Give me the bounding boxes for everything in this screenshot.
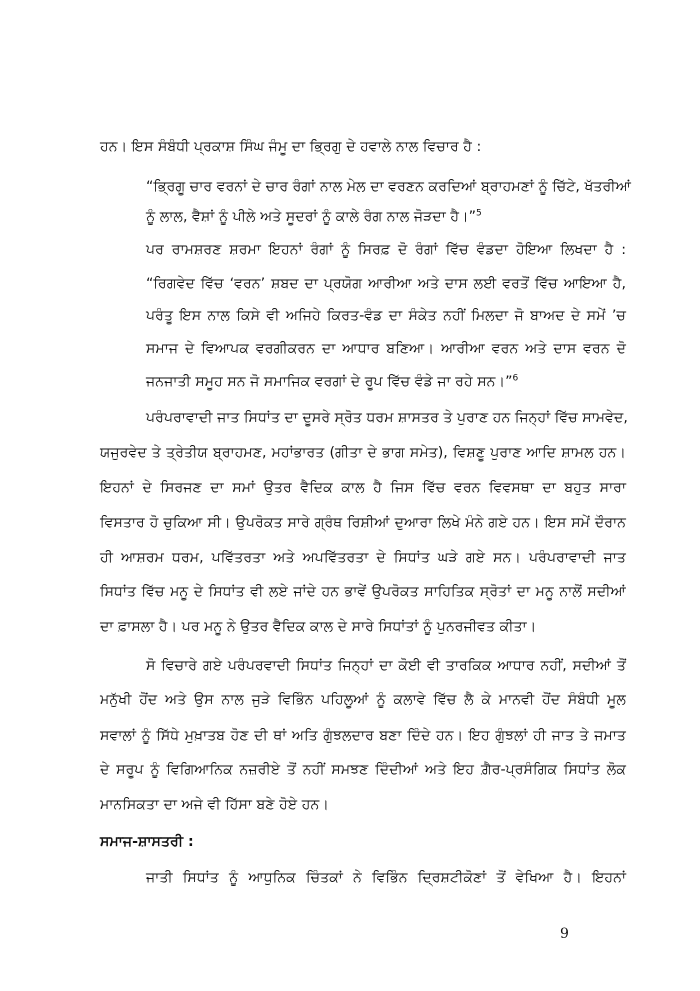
text-line-10: ਯਜੁਰਵੇਦ ਤੇ ਤ੍ਰੇਤੀਯ ਬ੍ਰਾਹਮਣ, ਮਹਾਂਭਾਰਤ (ਗੀਤਾ ਦੇ ਭਾਗ ਸਮੇਤ), ਵਿਸ਼ਣੂ ਪੁਰਾਣ ਆਦਿ ਸ਼ਾਮਲ ਹਨ।	[100, 445, 626, 461]
text-line-9: ਪਰੰਪਰਾਵਾਦੀ ਜਾਤ ਸਿਧਾਂਤ ਦਾ ਦੂਸਰੇ ਸ੍ਰੋਤ ਧਰਮ ਸ਼ਾਸਤਰ ਤੇ ਪੁਰਾਣ ਹਨ ਜਿਨ੍ਹਾਂ ਵਿੱਚ ਸਾਮਵੇਦ,	[146, 410, 628, 426]
quote-line-1: “ਭ੍ਰਿਗੂ ਚਾਰ ਵਰਨਾਂ ਦੇ ਚਾਰ ਰੰਗਾਂ ਨਾਲ ਮੇਲ ਦਾ ਵਰਣਨ ਕਰਦਿਆਂ ਬ੍ਰਾਹਮਣਾਂ ਨੂੰ ਚਿੱਟੇ, ਖੱਤਰੀਆਂ	[146, 179, 632, 195]
text-line-22: ਜਾਤੀ ਸਿਧਾਂਤ ਨੂੰ ਆਧੁਨਿਕ ਚਿੰਤਕਾਂ ਨੇ ਵਿਭਿੰਨ ਦ੍ਰਿਸ਼ਟੀਕੋਣਾਂ ਤੋਂ ਵੇਖਿਆ ਹੈ। ਇਹਨਾਂ	[146, 870, 626, 886]
quote-line-5: ਸਮਾਜ ਦੇ ਵਿਆਪਕ ਵਰਗੀਕਰਨ ਦਾ ਆਧਾਰ ਬਣਿਆ। ਆਰੀਆ ਵਰਨ ਅਤੇ ਦਾਸ ਵਰਨ ਦੋ	[146, 341, 626, 357]
quote-line-4: ਪਰੰਤੂ ਇਸ ਨਾਲ ਕਿਸੇ ਵੀ ਅਜਿਹੇ ਕਿਰਤ-ਵੰਡ ਦਾ ਸੰਕੇਤ ਨਹੀਂ ਮਿਲਦਾ ਜੋ ਬਾਅਦ ਦੇ ਸਮੇਂ ’ਚ	[146, 308, 626, 324]
text-line-11: ਇਹਨਾਂ ਦੇ ਸਿਰਜਣ ਦਾ ਸਮਾਂ ਉਤਰ ਵੈਦਿਕ ਕਾਲ ਹੈ ਜਿਸ ਵਿੱਚ ਵਰਨ ਵਿਵਸਥਾ ਦਾ ਬਹੁਤ ਸਾਰਾ	[100, 480, 626, 496]
quote-line-2: ਨੂੰ ਲਾਲ, ਵੈਸ਼ਾਂ ਨੂੰ ਪੀਲੇ ਅਤੇ ਸੂਦਰਾਂ ਨੂੰ ਕਾਲੇ ਰੰਗ ਨਾਲ ਜੋੜਦਾ ਹੈ।”$^5$	[146, 208, 482, 225]
text-line-19: ਦੇ ਸਰੂਪ ਨੂੰ ਵਿਗਿਆਨਿਕ ਨਜ਼ਰੀਏ ਤੋਂ ਨਹੀਂ ਸਮਝਣ ਦਿੰਦੀਆਂ ਅਤੇ ਇਹ ਗ਼ੈਰ-ਪ੍ਰਸੰਗਿਕ ਸਿਧਾਂਤ ਲੋਕ	[100, 762, 626, 778]
text-line-20: ਮਾਨਸਿਕਤਾ ਦਾ ਅਜੇ ਵੀ ਹਿੱਸਾ ਬਣੇ ਹੋਏ ਹਨ।	[100, 797, 329, 813]
text-line-1: ਹਨ। ਇਸ ਸੰਬੰਧੀ ਪ੍ਰਕਾਸ਼ ਸਿੰਘ ਜੰਮੂ ਦਾ ਭ੍ਰਿਗੁ ਦੇ ਹਵਾਲੇ ਨਾਲ ਵਿਚਾਰ ਹੈ :	[100, 139, 482, 155]
text-line-18: ਸਵਾਲਾਂ ਨੂੰ ਸਿੱਧੇ ਮੁਖ਼ਾਤਬ ਹੋਣ ਦੀ ਥਾਂ ਅਤਿ ਗੁੰਝਲਦਾਰ ਬਣਾ ਦਿੰਦੇ ਹਨ। ਇਹ ਗੁੰਝਲਾਂ ਹੀ ਜਾਤ ਤੇ ਜਮਾਤ	[100, 728, 626, 744]
text-line-15: ਦਾ ਫ਼ਾਸਲਾ ਹੈ। ਪਰ ਮਨੂ ਨੇ ਉਤਰ ਵੈਦਿਕ ਕਾਲ ਦੇ ਸਾਰੇ ਸਿਧਾਂਤਾਂ ਨੂੰ ਪੁਨਰਜੀਵਤ ਕੀਤਾ।	[100, 619, 537, 635]
text-line-14: ਸਿਧਾਂਤ ਵਿੱਚ ਮਨੂ ਦੇ ਸਿਧਾਂਤ ਵੀ ਲਏ ਜਾਂਦੇ ਹਨ ਭਾਵੇਂ ਉਪਰੋਕਤ ਸਾਹਿਤਿਕ ਸ੍ਰੋਤਾਂ ਦਾ ਮਨੂ ਨਾਲੋਂ ਸਦੀਆਂ	[100, 584, 626, 600]
text-line-12: ਵਿਸਤਾਰ ਹੋ ਚੁਕਿਆ ਸੀ। ਉਪਰੋਕਤ ਸਾਰੇ ਗ੍ਰੰਥ ਰਿਸ਼ੀਆਂ ਦੁਆਰਾ ਲਿਖੇ ਮੰਨੇ ਗਏ ਹਨ। ਇਸ ਸਮੇਂ ਦੌਰਾਨ	[100, 515, 626, 531]
text-line-13: ਹੀ ਆਸ਼ਰਮ ਧਰਮ, ਪਵਿੱਤਰਤਾ ਅਤੇ ਅਪਵਿੱਤਰਤਾ ਦੇ ਸਿਧਾਂਤ ਘੜੇ ਗਏ ਸਨ। ਪਰੰਪਰਾਵਾਦੀ ਜਾਤ	[100, 550, 626, 566]
page-number: 9	[560, 926, 569, 942]
section-heading: ਸਮਾਜ-ਸ਼ਾਸਤਰੀ :	[100, 834, 194, 850]
quote-line-3: “ਰਿਗਵੇਦ ਵਿੱਚ ‘ਵਰਨ’ ਸ਼ਬਦ ਦਾ ਪ੍ਰਯੋਗ ਆਰੀਆ ਅਤੇ ਦਾਸ ਲਈ ਵਰਤੋਂ ਵਿੱਚ ਆਇਆ ਹੈ,	[146, 276, 626, 292]
quote-line-6: ਜਨਜਾਤੀ ਸਮੂਹ ਸਨ ਜੋ ਸਮਾਜਿਕ ਵਰਗਾਂ ਦੇ ਰੂਪ ਵਿੱਚ ਵੰਡੇ ਜਾ ਰਹੇ ਸਨ।”$^6$	[146, 373, 519, 390]
footnote-ref-5: 5	[475, 208, 482, 219]
text-line-17: ਮਨੁੱਖੀ ਹੋਂਦ ਅਤੇ ਉਸ ਨਾਲ ਜੁੜੇ ਵਿਭਿੰਨ ਪਹਿਲੂਆਂ ਨੂੰ ਕਲਾਵੇ ਵਿੱਚ ਲੈ ਕੇ ਮਾਨਵੀ ਹੋਂਦ ਸੰਬੰਧੀ ਮੂਲ	[100, 692, 626, 708]
footnote-ref-6: 6	[512, 373, 519, 384]
text-line-16: ਸੋ ਵਿਚਾਰੇ ਗਏ ਪਰੰਪਰਵਾਦੀ ਸਿਧਾਂਤ ਜਿਨ੍ਹਾਂ ਦਾ ਕੋਈ ਵੀ ਤਾਰਕਿਕ ਆਧਾਰ ਨਹੀਂ, ਸਦੀਆਂ ਤੋਂ	[146, 658, 626, 674]
text-line-4: ਪਰ ਰਾਮਸ਼ਰਣ ਸ਼ਰਮਾ ਇਹਨਾਂ ਰੰਗਾਂ ਨੂੰ ਸਿਰਫ਼ ਦੋ ਰੰਗਾਂ ਵਿੱਚ ਵੰਡਦਾ ਹੋਇਆ ਲਿਖਦਾ ਹੈ :	[146, 242, 626, 258]
